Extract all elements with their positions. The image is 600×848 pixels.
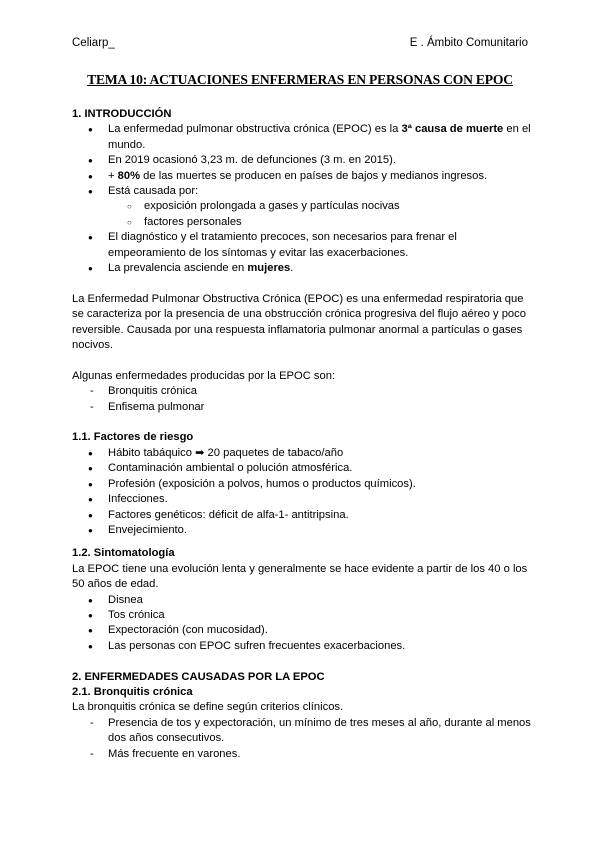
risk-factors-list: [72, 446, 534, 538]
list-item: - Enfisema pulmonar: [72, 400, 534, 415]
list-item: - Presencia de tos y expectoración, un mínimo de tres meses al año, durante al menos dos años consecutivos.: [72, 716, 534, 747]
list-item: ● El diagnóstico y el tratamiento precoces, son necesarios para frenar el empeoramiento de los síntomas y evitar las exacerbaciones.: [72, 230, 534, 261]
list-item: ● Envejecimiento.: [72, 523, 534, 538]
list-item: ● Está causada por: ○ exposición prolongada a gases y partículas nocivas ○ factores personales: [72, 184, 534, 230]
list-item: ● Hábito tabáquico ➡ 20 paquetes de tabaco/año: [72, 446, 534, 461]
symptoms-paragraph: La EPOC tiene una evolución lenta y generalmente se hace evidente a partir de los 40 o los 50 años de edad.: [72, 562, 528, 591]
list-item: ● En 2019 ocasionó 3,23 m. de defunciones (3 m. en 2015).: [72, 153, 534, 168]
causes-sublist: [72, 199, 534, 230]
list-item: ● Factores genéticos: déficit de alfa-1- antitripsina.: [72, 508, 534, 523]
page-title: TEMA 10: ACTUACIONES ENFERMERAS EN PERSONAS CON EPOC: [87, 72, 513, 87]
list-item: ● Contaminación ambiental o polución atmosférica.: [72, 461, 534, 476]
bronchitis-paragraph: La bronquitis crónica se define según criterios clínicos.: [72, 701, 344, 714]
list-item: ● La enfermedad pulmonar obstructiva crónica (EPOC) es la 3ª causa de muerte en el mundo.: [72, 122, 534, 153]
document-body: [72, 107, 534, 762]
symptoms-list: [72, 593, 534, 655]
section-heading-intro: 1. INTRODUCCIÓN: [72, 108, 172, 120]
list-item: ● Expectoración (con mucosidad).: [72, 623, 534, 638]
intro-bullet-list: [72, 122, 534, 276]
list-item: - Bronquitis crónica: [72, 384, 534, 399]
header-author: Celiarp_: [72, 37, 115, 49]
list-item: ● Tos crónica: [72, 608, 534, 623]
diseases-list: [72, 384, 534, 415]
sublist-item: ○ exposición prolongada a gases y partículas nocivas: [72, 199, 534, 214]
subsection-heading-bronchitis: 2.1. Bronquitis crónica: [72, 685, 193, 698]
list-item: ● Infecciones.: [72, 492, 534, 507]
list-item: - Más frecuente en varones.: [72, 747, 534, 762]
section-heading-diseases: 2. ENFERMEDADES CAUSADAS POR LA EPOC: [72, 670, 325, 683]
diseases-intro: Algunas enfermedades producidas por la EPOC son:: [72, 369, 336, 382]
list-item: ● Las personas con EPOC sufren frecuentes exacerbaciones.: [72, 639, 534, 654]
list-item: ● + 80% de las muertes se producen en países de bajos y medianos ingresos.: [72, 169, 534, 184]
list-item: ● Disnea: [72, 593, 534, 608]
definition-paragraph: La Enfermedad Pulmonar Obstructiva Crónica (EPOC) es una enfermedad respiratoria que se caracteriza por la presencia de una obstrucción crónica progresiva del flujo aéreo y poco reversible. Causada por una respuesta inflamatoria pulmonar anormal a partículas o gases nocivos.: [72, 292, 526, 352]
bronchitis-criteria-list: [72, 716, 534, 762]
section-heading-risk-factors: 1.1. Factores de riesgo: [72, 431, 194, 444]
header-subject: E . Ámbito Comunitario: [409, 37, 528, 49]
sublist-item: ○ factores personales: [72, 215, 534, 230]
list-item: ● La prevalencia asciende en mujeres.: [72, 261, 534, 276]
section-heading-symptoms: 1.2. Sintomatología: [72, 547, 175, 560]
list-item: ● Profesión (exposición a polvos, humos o productos químicos).: [72, 477, 534, 492]
